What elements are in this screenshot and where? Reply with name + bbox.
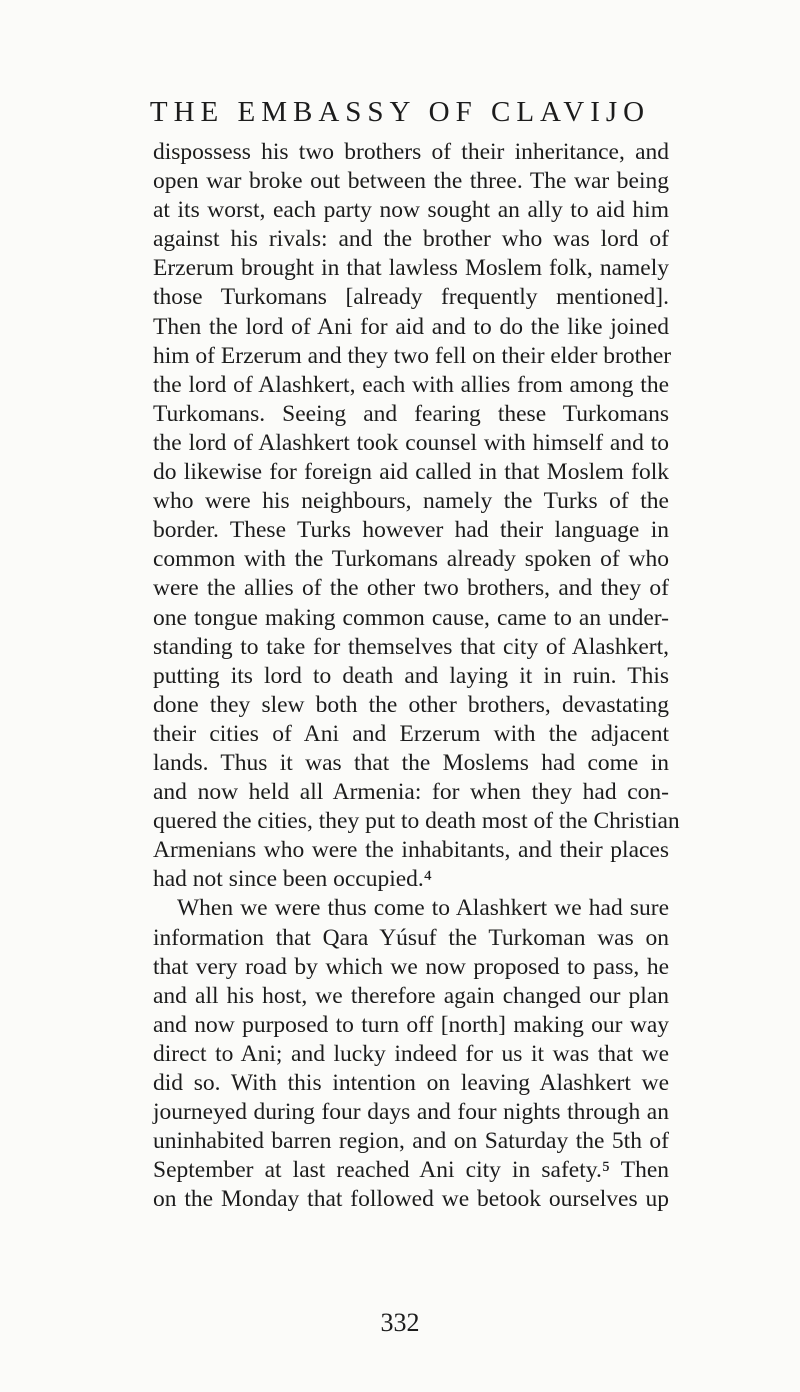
running-head: THE EMBASSY OF CLAVIJO [149, 96, 651, 128]
text-line: him of Erzerum and they two fell on their elder brother [153, 342, 672, 369]
text-line: and now held all Armenia: for when they had con- [153, 779, 669, 806]
text-line: standing to take for themselves that city of Alashkert, [153, 633, 669, 660]
text-line: one tongue making common cause, came to an under- [153, 604, 669, 631]
text-line: who were his neighbours, namely the Turks of the [153, 488, 669, 515]
text-line: putting its lord to death and laying it in ruin. This [153, 662, 669, 689]
text-line: border. These Turks however had their language in [153, 517, 669, 544]
text-line: information that Qara Yúsuf the Turkoman was on [153, 924, 669, 951]
text-line: and all his host, we therefore again changed our plan [153, 982, 669, 1009]
text-line: common with the Turkomans already spoken of who [153, 546, 669, 573]
text-line: September at last reached Ani city in safety.⁵ Then [153, 1157, 669, 1184]
text-line: were the allies of the other two brothers, and they of [153, 575, 669, 602]
text-line: and now purposed to turn off [north] making our way [153, 1011, 669, 1038]
text-line: Armenians who were the inhabitants, and their places [153, 837, 669, 864]
text-line: on the Monday that followed we betook ourselves up [153, 1186, 669, 1213]
text-line: done they slew both the other brothers, devastating [153, 691, 669, 718]
body-text [153, 138, 680, 1214]
text-line: quered the cities, they put to death most of the Christian [153, 808, 680, 835]
text-line: Then the lord of Ani for aid and to do the like joined [153, 313, 669, 340]
text-line: uninhabited barren region, and on Saturday the 5th of [153, 1128, 669, 1155]
text-line: had not since been occupied.⁴ [153, 866, 432, 893]
text-line: those Turkomans [already frequently mentioned]. [153, 284, 669, 311]
text-line: When we were thus come to Alashkert we had sure [177, 895, 669, 922]
text-line: Turkomans. Seeing and fearing these Turkomans [153, 400, 669, 427]
page-number: 332 [380, 1308, 420, 1337]
text-line: at its worst, each party now sought an ally to aid him [153, 197, 669, 224]
text-line: against his rivals: and the brother who was lord of [153, 226, 669, 253]
text-line: the lord of Alashkert, each with allies from among the [153, 371, 669, 398]
text-line: dispossess his two brothers of their inheritance, and [153, 139, 669, 165]
text-line: do likewise for foreign aid called in that Moslem folk [153, 459, 669, 486]
text-line: lands. Thus it was that the Moslems had come in [153, 749, 669, 776]
text-line: Erzerum brought in that lawless Moslem folk, namely [153, 255, 669, 282]
text-line: journeyed during four days and four nights through an [153, 1099, 669, 1126]
text-line: that very road by which we now proposed to pass, he [153, 953, 669, 980]
text-line: open war broke out between the three. The war being [153, 168, 669, 195]
text-line: the lord of Alashkert took counsel with himself and to [153, 429, 669, 456]
text-line: direct to Ani; and lucky indeed for us it was that we [153, 1040, 669, 1067]
text-line: did so. With this intention on leaving Alashkert we [153, 1070, 669, 1096]
text-line: their cities of Ani and Erzerum with the adjacent [153, 720, 669, 747]
